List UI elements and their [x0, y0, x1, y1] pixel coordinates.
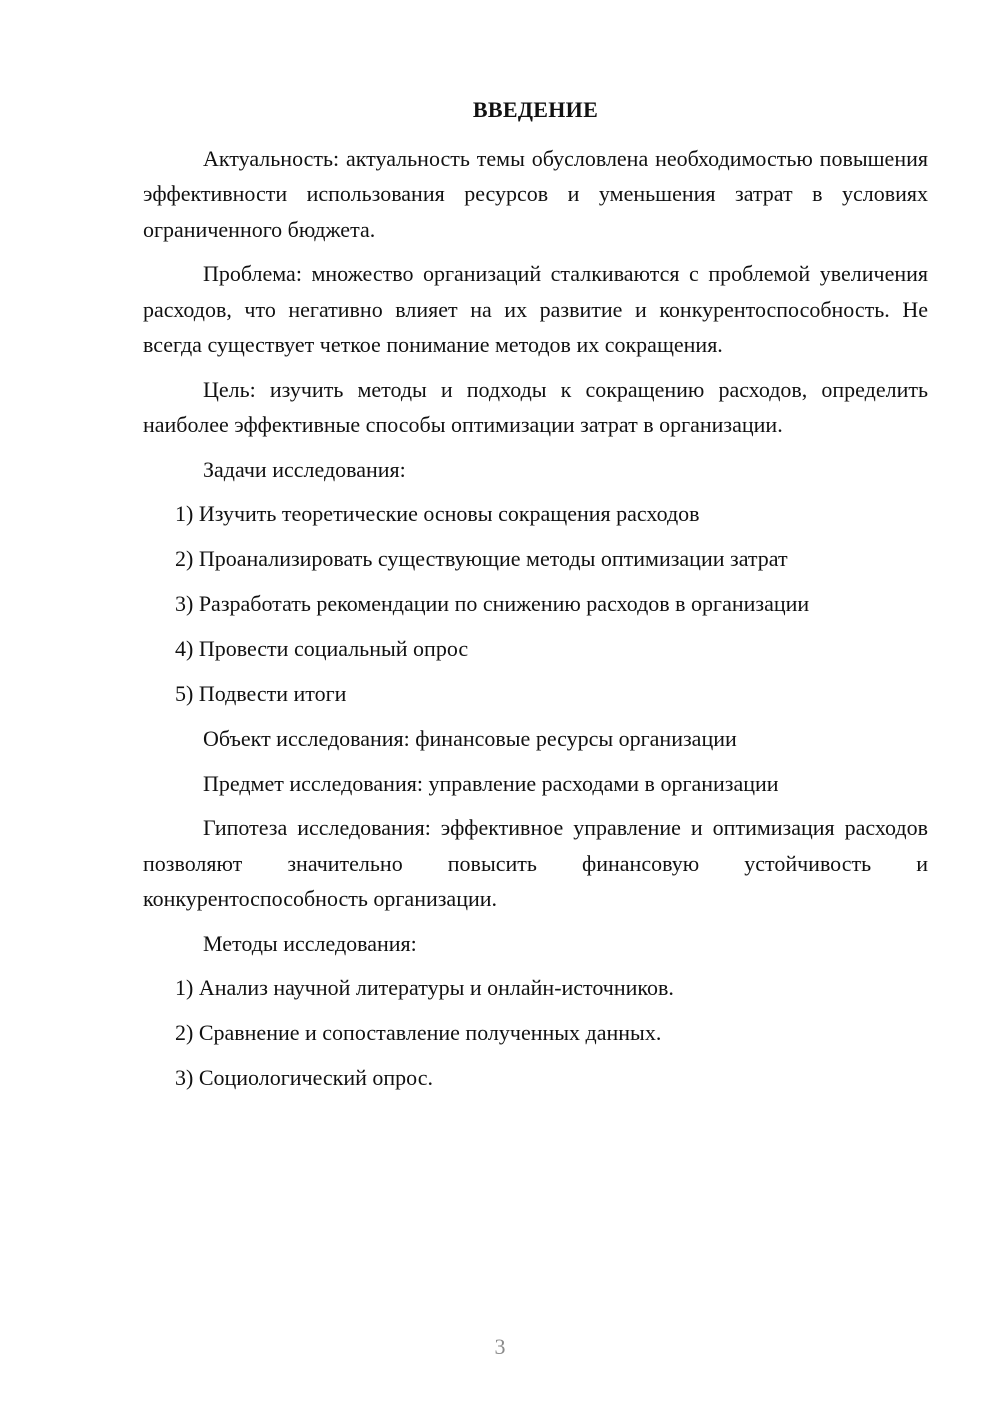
- list-item: 2) Сравнение и сопоставление полученных данных.: [175, 1020, 662, 1045]
- methods-heading: Методы исследования:: [203, 930, 417, 956]
- list-item: 4) Провести социальный опрос: [175, 636, 469, 661]
- paragraph-relevance: Актуальность: актуальность темы обусловлена необходимостью повышения эффективности использования ресурсов и уменьшения затрат в условиях ограниченного бюджета.: [143, 145, 928, 242]
- methods-list: [143, 970, 928, 1096]
- paragraph-goal: Цель: изучить методы и подходы к сокращению расходов, определить наиболее эффективные способы оптимизации затрат в организации.: [143, 376, 928, 437]
- paragraph-problem: Проблема: множество организаций сталкиваются с проблемой увеличения расходов, что негативно влияет на их развитие и конкурентоспособность. Не всегда существует четкое понимание методов их сокращения.: [143, 261, 928, 357]
- list-item: 3) Социологический опрос.: [175, 1065, 433, 1090]
- tasks-heading: Задачи исследования:: [203, 456, 406, 482]
- list-item: 5) Подвести итоги: [175, 681, 347, 706]
- page-number: 3: [494, 1334, 506, 1359]
- paragraph-subject: Предмет исследования: управление расходами в организации: [203, 770, 779, 796]
- list-item: 3) Разработать рекомендации по снижению расходов в организации: [175, 591, 810, 616]
- list-item: 2) Проанализировать существующие методы оптимизации затрат: [175, 546, 788, 571]
- list-item: 1) Изучить теоретические основы сокращения расходов: [175, 501, 700, 526]
- section-title: ВВЕДЕНИЕ: [472, 97, 599, 122]
- tasks-list: [143, 496, 928, 712]
- paragraph-object: Объект исследования: финансовые ресурсы организации: [203, 726, 737, 751]
- paragraph-hypothesis: Гипотеза исследования: эффективное управление и оптимизация расходов позволяют значительно повысить финансовую устойчивость и конкурентоспособность организации.: [143, 815, 928, 911]
- page-content: [143, 92, 928, 1105]
- list-item: 1) Анализ научной литературы и онлайн-источников.: [175, 975, 674, 1000]
